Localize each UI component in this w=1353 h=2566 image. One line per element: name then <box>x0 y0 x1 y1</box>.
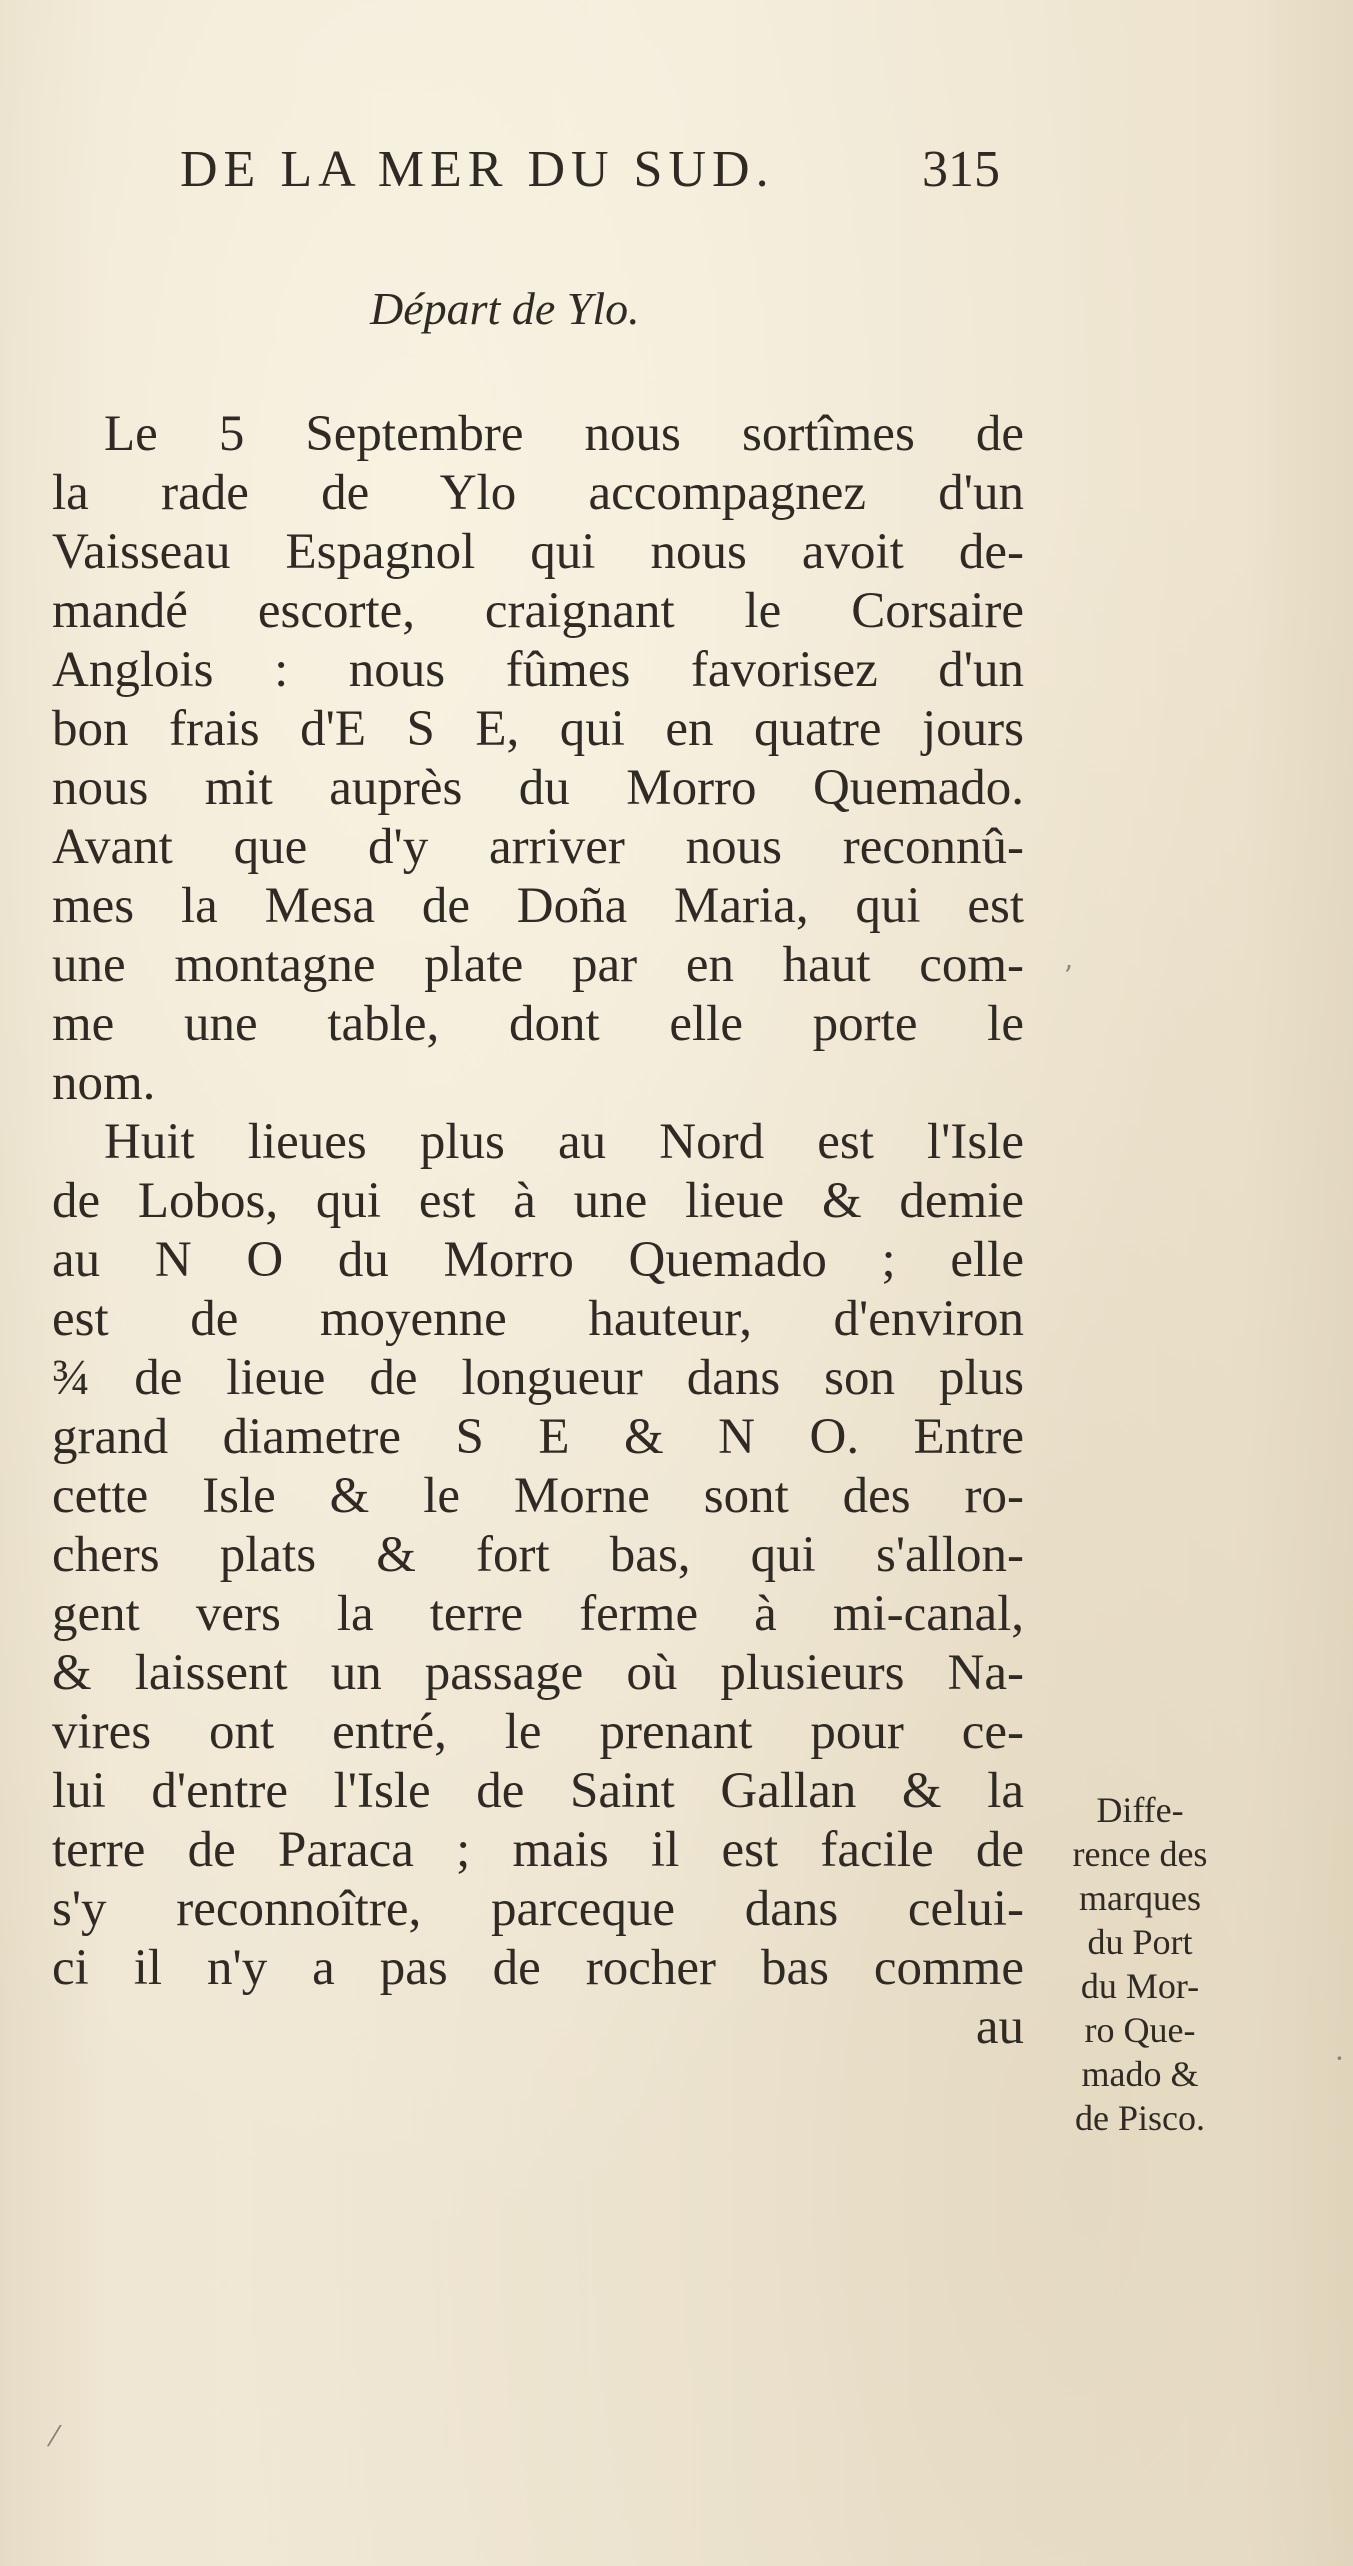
text-line: s'y reconnoître, parceque dans celui- <box>52 1881 1024 1937</box>
catchword: au <box>975 1999 1024 2055</box>
text-line: & laissent un passage où plusieurs Na- <box>52 1645 1024 1701</box>
text-line: ci il n'y a pas de rocher bas comme <box>52 1940 1024 1996</box>
text-line: chers plats & fort bas, qui s'allon- <box>52 1527 1024 1583</box>
page-header <box>180 140 1080 210</box>
text-line: la rade de Ylo accompagnez d'un <box>52 465 1024 521</box>
text-line: ¾ de lieue de longueur dans son plus <box>52 1350 1024 1406</box>
text-line: Anglois : nous fûmes favorisez d'un <box>52 642 1024 698</box>
margin-note-line: mado & <box>1081 2054 1199 2094</box>
text-line: au N O du Morro Quemado ; elle <box>52 1232 1024 1288</box>
margin-note-line: du Mor- <box>1080 1966 1200 2006</box>
text-line: une montagne plate par en haut com- <box>52 937 1024 993</box>
text-line: nom. <box>52 1055 156 1111</box>
text-line: lui d'entre l'Isle de Saint Gallan & la <box>52 1763 1024 1819</box>
text-line: Avant que d'y arriver nous reconnû- <box>52 819 1024 875</box>
text-line: mandé escorte, craignant le Corsaire <box>52 583 1024 639</box>
text-line: nous mit auprès du Morro Quemado. <box>52 760 1024 816</box>
text-line: me une table, dont elle porte le <box>52 996 1024 1052</box>
ink-speck: ⁄ <box>52 2420 57 2453</box>
margin-note <box>1040 1788 1240 2140</box>
text-line: cette Isle & le Morne sont des ro- <box>52 1468 1024 1524</box>
text-line: est de moyenne hauteur, d'environ <box>52 1291 1024 1347</box>
text-line: Le 5 Septembre nous sortîmes de <box>104 406 1024 462</box>
text-line: grand diametre S E & N O. Entre <box>52 1409 1024 1465</box>
text-line: Huit lieues plus au Nord est l'Isle <box>104 1114 1024 1170</box>
page-number: 315 <box>922 141 1000 198</box>
ink-speck: ʼ <box>1063 960 1072 993</box>
margin-note-line: marques <box>1079 1878 1201 1918</box>
section-title: Départ de Ylo. <box>370 283 640 334</box>
margin-note-line: ro Que- <box>1084 2010 1196 2050</box>
ink-speck: · <box>1335 2042 1344 2075</box>
text-line: Vaisseau Espagnol qui nous avoit de- <box>52 524 1024 580</box>
margin-note-line: du Port <box>1087 1922 1193 1962</box>
margin-note-line: rence des <box>1072 1834 1208 1874</box>
text-line: mes la Mesa de Doña Maria, qui est <box>52 878 1024 934</box>
body-text <box>52 405 1024 2057</box>
text-line: terre de Paraca ; mais il est facile de <box>52 1822 1024 1878</box>
text-line: vires ont entré, le prenant pour ce- <box>52 1704 1024 1760</box>
text-line: bon frais d'E S E, qui en quatre jours <box>52 701 1024 757</box>
text-line: de Lobos, qui est à une lieue & demie <box>52 1173 1024 1229</box>
text-line: gent vers la terre ferme à mi-canal, <box>52 1586 1024 1642</box>
margin-note-line: de Pisco. <box>1075 2098 1205 2138</box>
running-head: DE LA MER DU SUD. <box>180 141 775 198</box>
margin-note-line: Diffe- <box>1096 1790 1184 1830</box>
